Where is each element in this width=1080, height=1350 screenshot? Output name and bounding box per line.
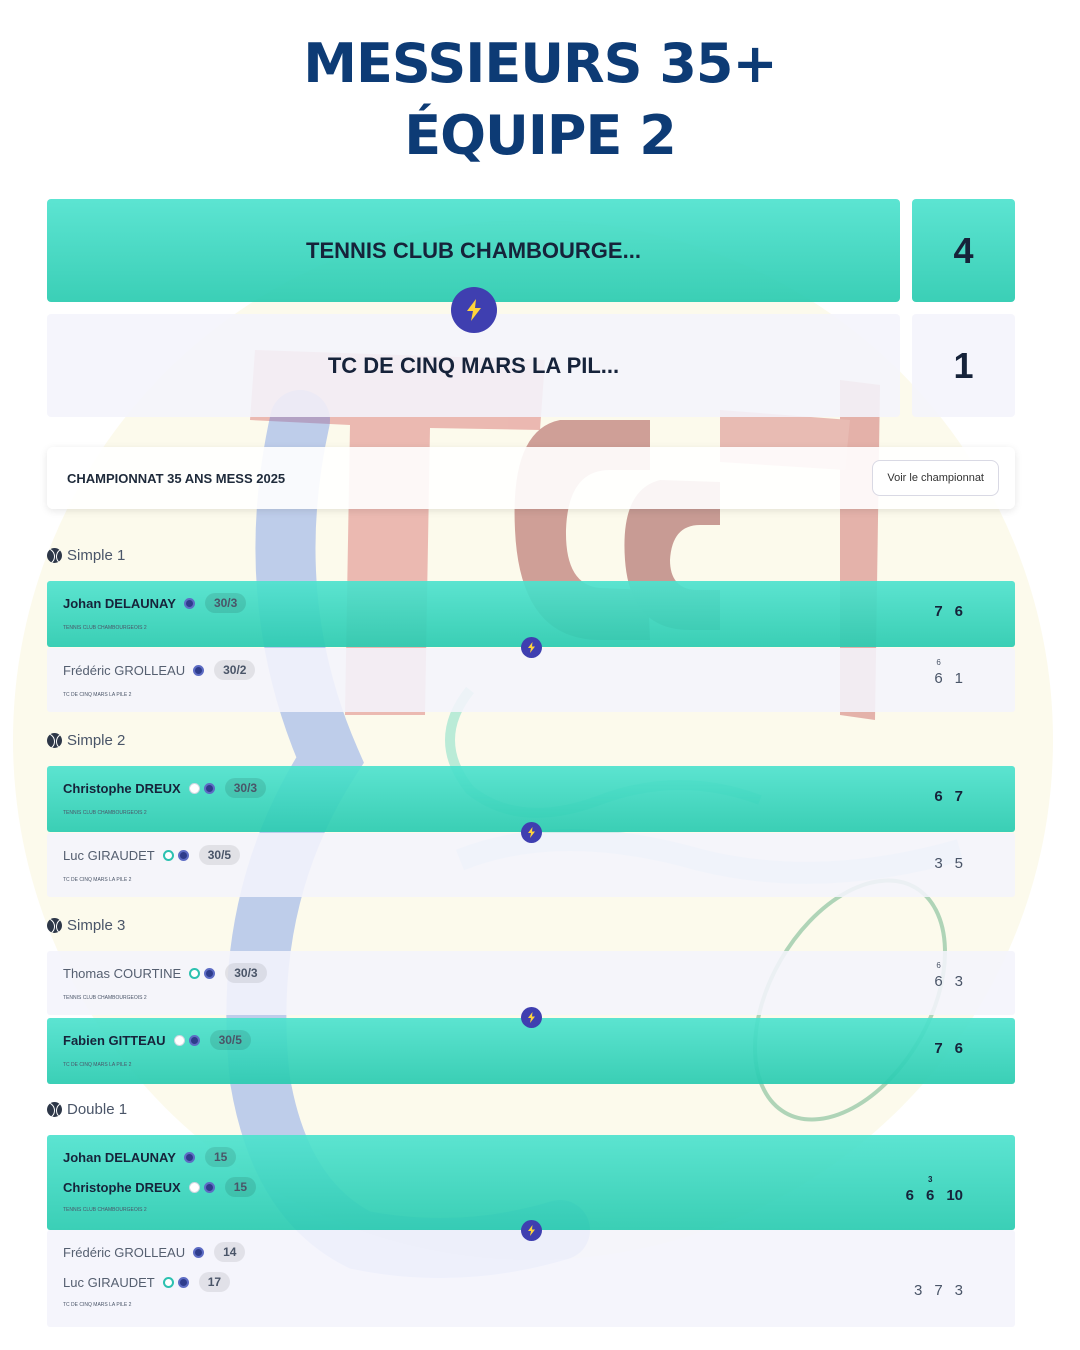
white-dot-icon [189, 783, 200, 794]
set-score-value: 6 [934, 973, 943, 990]
section-title-label: Double 1 [67, 1101, 128, 1118]
championship-card [47, 447, 1015, 509]
set-score-value: 3 [954, 1282, 963, 1299]
lightning-icon [521, 637, 542, 658]
player-rank-badge: 15 [225, 1177, 256, 1197]
set-scores [905, 1175, 963, 1204]
navy-dot-icon [204, 968, 215, 979]
cyan-dot-icon [189, 968, 200, 979]
set-score [955, 603, 963, 620]
set-score [955, 788, 963, 805]
tennis-ball-icon [47, 548, 62, 563]
home-team-score: 4 [912, 199, 1015, 302]
navy-dot-icon [193, 1247, 204, 1258]
set-scores [934, 1040, 963, 1057]
set-score-value: 6 [934, 788, 943, 805]
section-title-label: Simple 3 [67, 917, 126, 934]
match-row[interactable] [47, 1230, 1015, 1327]
set-score [934, 658, 943, 687]
home-team-name[interactable]: TENNIS CLUB CHAMBOURGE... [47, 199, 900, 302]
player [63, 660, 255, 680]
set-score-value: 6 [954, 1040, 963, 1057]
player-rank-badge: 14 [214, 1242, 245, 1262]
set-score-value: 3 [913, 1282, 923, 1299]
page-subtitle: ÉQUIPE 2 [404, 104, 676, 167]
set-score-value: 1 [954, 670, 963, 687]
lightning-icon [521, 1007, 542, 1028]
set-score [934, 1282, 942, 1299]
player-rank-badge: 30/3 [225, 963, 266, 983]
player [63, 845, 240, 865]
player-name[interactable]: Christophe DREUX [63, 780, 181, 796]
navy-dot-icon [184, 1152, 195, 1163]
tennis-ball-icon [47, 1102, 62, 1117]
section-title-label: Simple 2 [67, 732, 126, 749]
tiebreak-score: 6 [936, 658, 941, 667]
set-scores [934, 855, 963, 872]
set-score-value: 3 [954, 973, 963, 990]
player-name[interactable]: Johan DELAUNAY [63, 595, 176, 611]
white-dot-icon [189, 1182, 200, 1193]
club-name: TENNIS CLUB CHAMBOURGEOIS 2 [63, 810, 147, 816]
set-score-value: 6 [954, 603, 963, 620]
lightning-icon [451, 287, 497, 333]
set-score [906, 1187, 914, 1204]
set-score [914, 1282, 922, 1299]
tennis-ball-icon [47, 918, 62, 933]
set-score [955, 670, 963, 687]
player-name[interactable]: Frédéric GROLLEAU [63, 1244, 186, 1260]
player [63, 778, 266, 798]
player [63, 593, 246, 613]
set-score-value: 3 [934, 855, 943, 872]
player-rank-badge: 30/3 [205, 593, 246, 613]
set-score [925, 1175, 935, 1204]
set-score-value: 6 [905, 1187, 914, 1204]
away-team-score: 1 [912, 314, 1015, 417]
player-name[interactable]: Fabien GITTEAU [63, 1032, 166, 1048]
navy-dot-icon [189, 1035, 200, 1046]
set-scores [934, 603, 963, 620]
player [63, 1177, 256, 1197]
player-name[interactable]: Johan DELAUNAY [63, 1149, 176, 1165]
cyan-dot-icon [163, 850, 174, 861]
set-score-value: 6 [934, 670, 943, 687]
set-score [946, 1187, 963, 1204]
navy-dot-icon [178, 850, 189, 861]
set-scores [934, 788, 963, 805]
player-name[interactable]: Frédéric GROLLEAU [63, 662, 186, 678]
player-rank-badge: 15 [205, 1147, 236, 1167]
player-rank-badge: 30/5 [210, 1030, 251, 1050]
player [63, 963, 267, 983]
set-score [955, 855, 963, 872]
club-name: TC DE CINQ MARS LA PILE 2 [63, 877, 132, 883]
lightning-icon [521, 1220, 542, 1241]
championship-label: CHAMPIONNAT 35 ANS MESS 2025 [67, 470, 286, 486]
club-name: TC DE CINQ MARS LA PILE 2 [63, 692, 132, 698]
player [63, 1030, 251, 1050]
set-scores [934, 961, 963, 990]
set-score [934, 603, 942, 620]
set-score [955, 1282, 963, 1299]
lightning-icon [521, 822, 542, 843]
player [63, 1147, 236, 1167]
view-championship-button[interactable]: Voir le championnat [872, 460, 999, 496]
set-score-value: 7 [954, 788, 963, 805]
tiebreak-score: 3 [927, 1175, 933, 1184]
player [63, 1272, 230, 1292]
club-name: TENNIS CLUB CHAMBOURGEOIS 2 [63, 995, 147, 1001]
player [63, 1242, 245, 1262]
club-name: TENNIS CLUB CHAMBOURGEOIS 2 [63, 625, 147, 631]
navy-dot-icon [204, 1182, 215, 1193]
cyan-dot-icon [163, 1277, 174, 1288]
white-dot-icon [174, 1035, 185, 1046]
set-score-value: 6 [925, 1187, 935, 1204]
club-name: TC DE CINQ MARS LA PILE 2 [63, 1062, 132, 1068]
set-score-value: 7 [934, 1040, 943, 1057]
match-row[interactable] [47, 1135, 1015, 1230]
set-scores [914, 1282, 963, 1299]
set-scores [934, 658, 963, 687]
set-score-value: 10 [946, 1187, 963, 1204]
set-score-value: 7 [934, 603, 943, 620]
player-rank-badge: 30/2 [214, 660, 255, 680]
club-name: TC DE CINQ MARS LA PILE 2 [63, 1302, 132, 1308]
navy-dot-icon [204, 783, 215, 794]
set-score [934, 788, 942, 805]
player-name[interactable]: Luc GIRAUDET [63, 1274, 155, 1290]
section-title [47, 1101, 127, 1118]
club-name: TENNIS CLUB CHAMBOURGEOIS 2 [63, 1207, 147, 1213]
section-title [47, 547, 125, 564]
set-score-value: 5 [954, 855, 963, 872]
navy-dot-icon [193, 665, 204, 676]
set-score-value: 7 [934, 1282, 943, 1299]
page-title: MESSIEURS 35+ [303, 32, 777, 95]
set-score [934, 855, 942, 872]
player-rank-badge: 17 [199, 1272, 230, 1292]
navy-dot-icon [178, 1277, 189, 1288]
section-title-label: Simple 1 [67, 547, 126, 564]
set-score [955, 1040, 963, 1057]
tennis-ball-icon [47, 733, 62, 748]
player-rank-badge: 30/5 [199, 845, 240, 865]
set-score [955, 973, 963, 990]
tiebreak-score: 6 [936, 961, 941, 970]
section-title [47, 917, 125, 934]
player-name[interactable]: Thomas COURTINE [63, 965, 182, 981]
navy-dot-icon [184, 598, 195, 609]
player-name[interactable]: Luc GIRAUDET [63, 847, 155, 863]
player-rank-badge: 30/3 [225, 778, 266, 798]
set-score [934, 1040, 942, 1057]
match-row[interactable] [47, 951, 1015, 1015]
section-title [47, 732, 125, 749]
set-score [934, 961, 943, 990]
away-team-name[interactable]: TC DE CINQ MARS LA PIL... [47, 314, 900, 417]
player-name[interactable]: Christophe DREUX [63, 1179, 181, 1195]
